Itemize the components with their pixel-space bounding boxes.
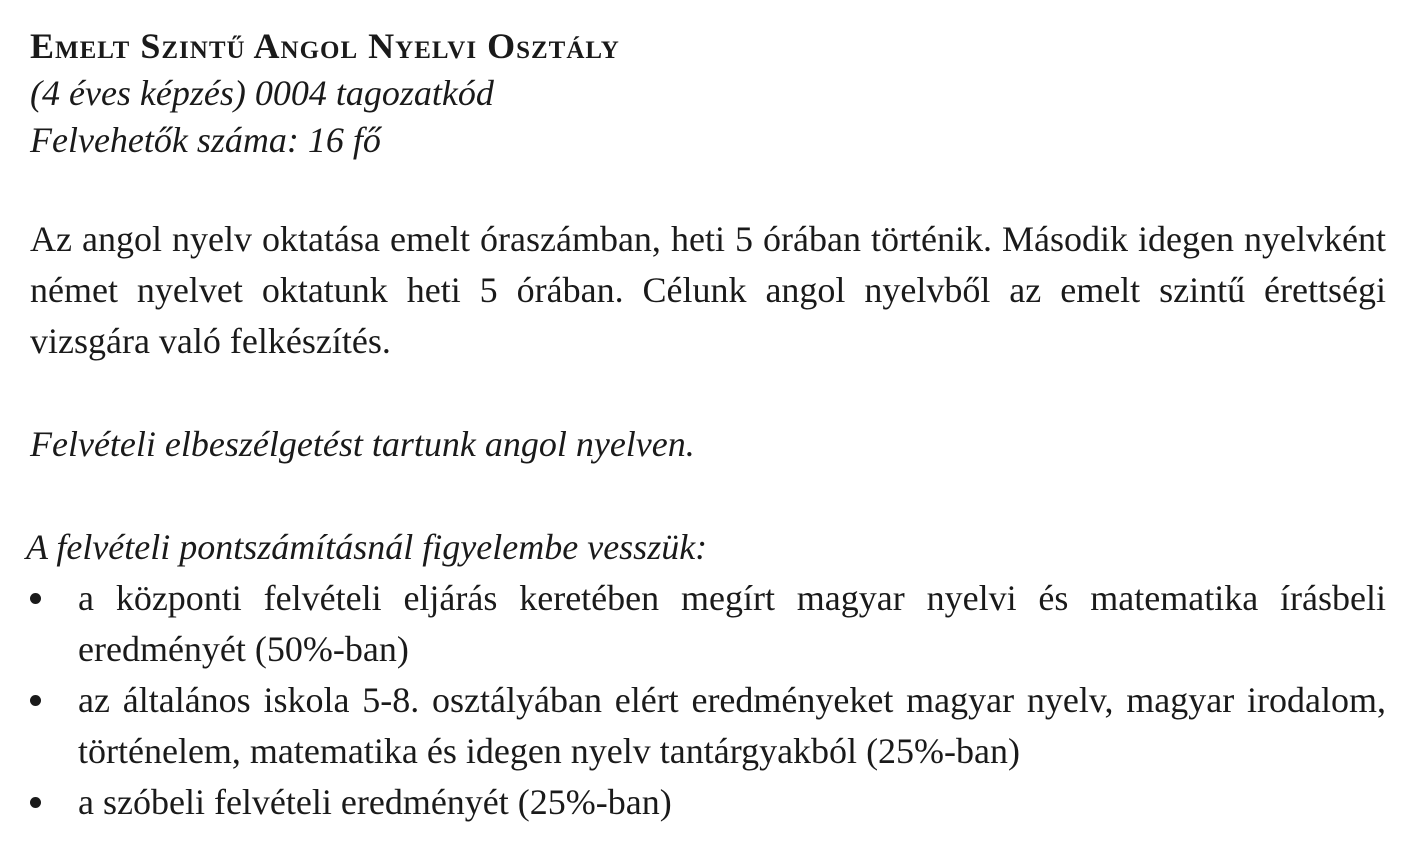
spacer: [30, 470, 1386, 522]
list-item-text: a központi felvételi eljárás keretében megírt magyar nyelvi és matematika írásbeli eredményét (50%-ban): [78, 578, 1386, 669]
list-item-text: az általános iskola 5-8. osztályában elért eredményeket magyar nyelv, magyar irodalom, történelem, matematika és idegen nyelv tantárgyakból (25%-ban): [78, 680, 1386, 771]
scoring-list: [30, 573, 1386, 828]
list-item: [30, 573, 1386, 675]
list-item: [30, 675, 1386, 777]
bullet-icon: [30, 695, 41, 706]
list-item-text: a szóbeli felvételi eredményét (25%-ban): [78, 782, 672, 822]
bullet-icon: [30, 797, 41, 808]
spacer: [30, 367, 1386, 419]
training-info: (4 éves képzés) 0004 tagozatkód: [30, 73, 494, 113]
admission-capacity: Felvehetők száma: 16 fő: [30, 120, 381, 160]
bullet-icon: [30, 593, 41, 604]
document-page: [26, 24, 1386, 828]
class-title: Emelt Szintű Angol Nyelvi Osztály: [30, 26, 620, 66]
list-item: [30, 777, 1386, 828]
interview-note: Felvételi elbeszélgetést tartunk angol nyelven.: [30, 424, 695, 464]
spacer: [30, 162, 1386, 214]
description-paragraph: Az angol nyelv oktatása emelt óraszámban, heti 5 órában történik. Második idegen nyelvként német nyelvet oktatunk heti 5 órában. Célunk angol nyelvből az emelt szintű érettségi vizsgára való felkészítés.: [30, 219, 1386, 361]
scoring-intro: A felvételi pontszámításnál figyelembe vesszük:: [26, 527, 708, 567]
